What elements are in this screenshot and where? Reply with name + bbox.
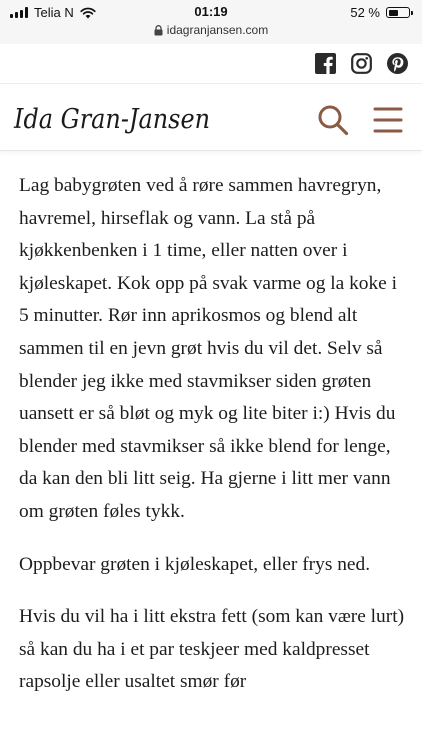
url-text: idagranjansen.com <box>166 23 269 37</box>
pinterest-icon[interactable] <box>387 53 408 74</box>
social-bar <box>0 44 422 84</box>
menu-icon[interactable] <box>372 105 404 135</box>
facebook-icon[interactable] <box>315 53 336 74</box>
battery-fill <box>389 10 398 16</box>
clock: 01:19 <box>194 4 228 19</box>
battery-percent: 52 % <box>350 5 380 20</box>
battery-icon <box>386 7 410 18</box>
article-body <box>19 170 409 719</box>
status-bar <box>0 0 422 44</box>
svg-text:Ida Gran-Jansen: Ida Gran-Jansen <box>13 104 211 135</box>
status-right <box>350 5 410 20</box>
search-icon[interactable] <box>317 104 349 136</box>
instagram-icon[interactable] <box>351 53 372 74</box>
address-bar[interactable] <box>0 23 422 37</box>
site-header <box>0 85 422 151</box>
carrier-label: Telia N <box>34 5 74 20</box>
article-paragraph: Oppbevar grøten i kjøleskapet, eller frys ned. <box>19 553 371 575</box>
social-icons <box>315 53 408 74</box>
site-logo[interactable] <box>12 95 218 139</box>
article-paragraph: Lag babygrøten ved å røre sammen havregryn, havremel, hirseflak og vann. La stå på kjøkkenbenken i 1 time, eller natten over i kjøleskapet. Kok opp på svak varme og la koke i 5 minutter. Rør inn aprikosmos og blend alt sammen til en jevn grøt hvis du vil det. Selv så blender jeg ikke med stavmikser siden grøten uansett er så bløt og myk og lite biter i:) Hvis du blender med stavmikser så ikke blend for lenge, da kan den bli litt seig. Ha gjerne i litt mer vann om grøten føles tykk. <box>19 175 398 522</box>
lock-icon <box>154 25 163 36</box>
article-paragraph: Hvis du vil ha i litt ekstra fett (som kan være lurt) så kan du ha i et par teskjeer med kaldpresset rapsolje eller usaltet smør før <box>19 606 405 693</box>
